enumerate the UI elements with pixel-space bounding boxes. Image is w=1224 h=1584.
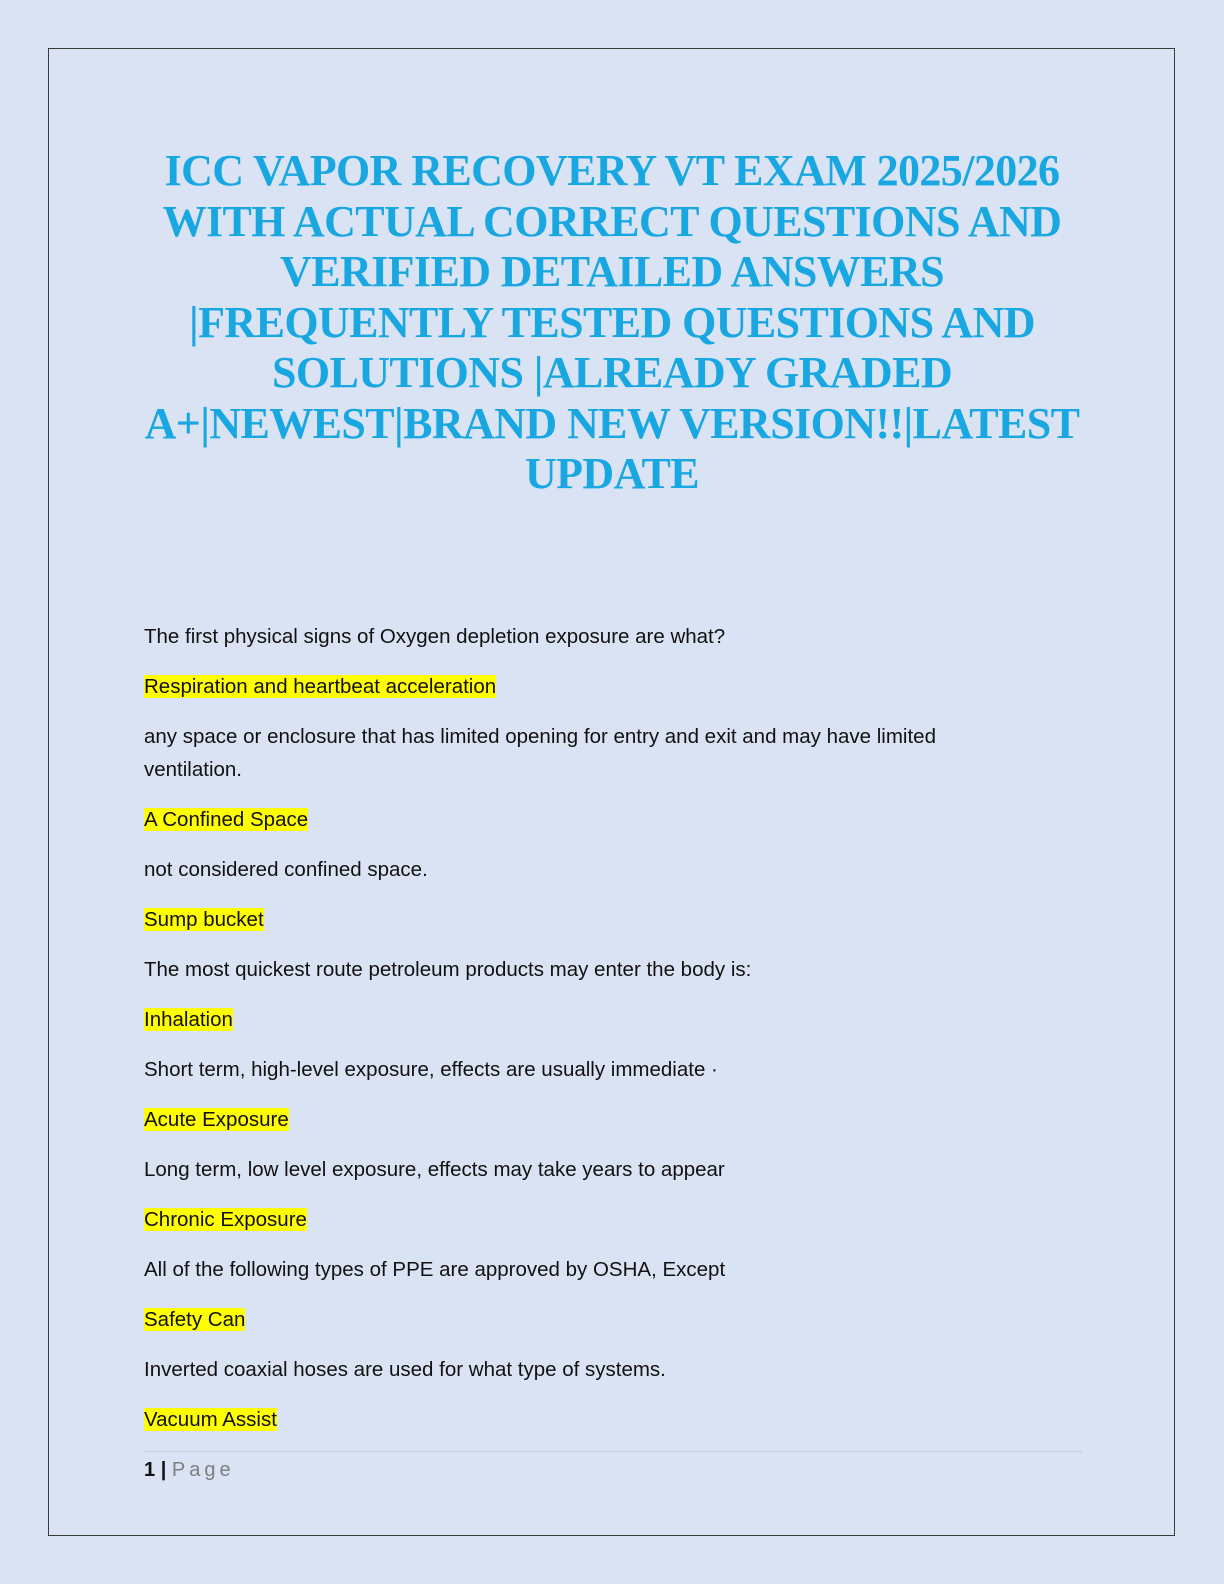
question-5: Short term, high-level exposure, effects are usually immediate · (144, 1058, 718, 1081)
answer-8 (144, 1403, 1024, 1436)
document-title: ICC VAPOR RECOVERY VT EXAM 2025/2026 WITH ACTUAL CORRECT QUESTIONS AND VERIFIED DETAILED ANSWERS |FREQUENTLY TESTED QUESTIONS AND SOLUTIONS |ALREADY GRADED A+|NEWEST|BRAND NEW VERSION!!|LATEST UPDATE (144, 146, 1080, 498)
answer-highlight: Safety Can (144, 1308, 246, 1331)
question-1: The first physical signs of Oxygen depletion exposure are what? (144, 625, 726, 648)
answer-highlight: Inhalation (144, 1008, 233, 1031)
question-8: Inverted coaxial hoses are used for what type of systems. (144, 1358, 666, 1381)
answer-6 (144, 1203, 1024, 1236)
page-number: 1 (144, 1459, 156, 1481)
question-4: The most quickest route petroleum products may enter the body is: (144, 958, 752, 981)
question-7: All of the following types of PPE are approved by OSHA, Except (144, 1258, 726, 1281)
answer-highlight: Respiration and heartbeat acceleration (144, 675, 497, 698)
page-label: Page (171, 1459, 235, 1481)
answer-highlight: Acute Exposure (144, 1108, 289, 1131)
answer-7 (144, 1303, 1024, 1336)
question-6: Long term, low level exposure, effects may take years to appear (144, 1158, 725, 1181)
answer-1 (144, 670, 1024, 703)
answer-2 (144, 803, 1024, 836)
answer-4 (144, 1003, 1024, 1036)
answer-highlight: A Confined Space (144, 808, 309, 831)
answer-highlight: Sump bucket (144, 908, 264, 931)
answer-3 (144, 903, 1024, 936)
qa-list (144, 620, 1024, 1453)
question-2: any space or enclosure that has limited opening for entry and exit and may have limited ventilation. (144, 725, 936, 781)
footer-divider (144, 1451, 1082, 1452)
question-3: not considered confined space. (144, 858, 428, 881)
answer-highlight: Chronic Exposure (144, 1208, 307, 1231)
page-separator: | (160, 1459, 167, 1481)
answer-5 (144, 1103, 1024, 1136)
answer-highlight: Vacuum Assist (144, 1408, 277, 1431)
page-footer (144, 1456, 235, 1484)
